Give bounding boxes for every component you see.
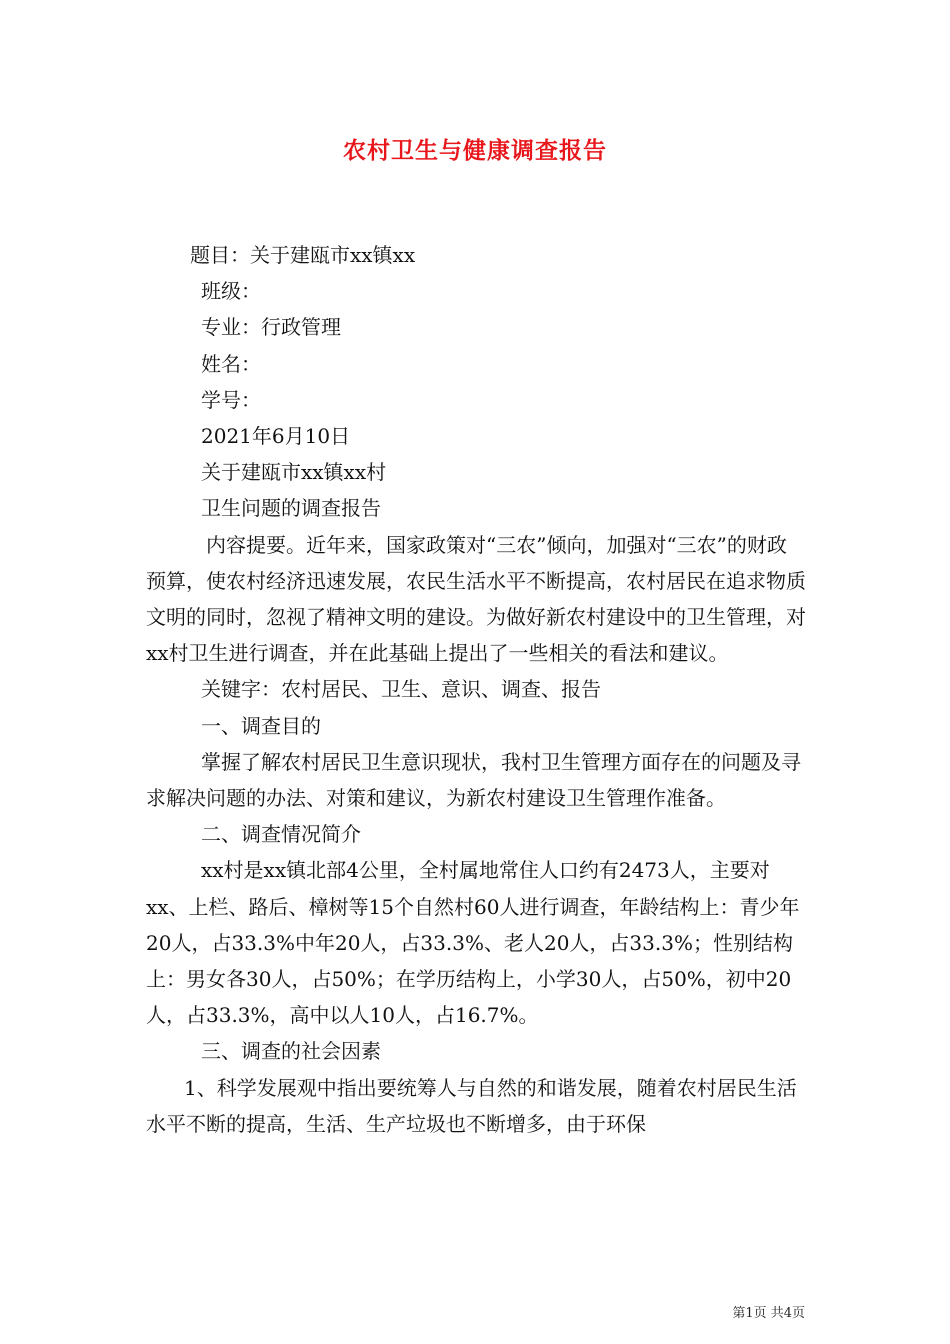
subtitle-line-1: 关于建瓯市xx镇xx村 xyxy=(201,460,387,485)
document-body xyxy=(146,237,806,1142)
subtitle-line-2: 卫生问题的调查报告 xyxy=(201,496,381,521)
keywords-line: 关键字：农村居民、卫生、意识、调查、报告 xyxy=(201,677,601,702)
major-line: 专业：行政管理 xyxy=(201,315,341,340)
abstract-paragraph: 内容提要。近年来，国家政策对“三农”倾向，加强对“三农”的财政预算，使农村经济迅速发展，农民生活水平不断提高，农村居民在追求物质文明的同时，忽视了精神文明的建设。为做好新农村建设中的卫生管理，对xx村卫生进行调查，并在此基础上提出了一些相关的看法和建议。 xyxy=(146,532,806,666)
document-title: 农村卫生与健康调查报告 xyxy=(343,137,607,164)
student-id-line: 学号： xyxy=(201,387,261,412)
section-heading-2: 二、调查情况简介 xyxy=(201,822,361,847)
name-line: 姓名： xyxy=(201,351,261,376)
section-heading-3: 三、调查的社会因素 xyxy=(201,1039,381,1064)
date-line: 2021年6月10日 xyxy=(201,424,351,449)
topic-line: 题目：关于建瓯市xx镇xx xyxy=(190,243,416,267)
section-paragraph-1: 掌握了解农村居民卫生意识现状，我村卫生管理方面存在的问题及寻求解决问题的办法、对策和建议，为新农村建设卫生管理作准备。 xyxy=(146,749,801,811)
section-paragraph-2: xx村是xx镇北部4公里，全村属地常住人口约有2473人，主要对xx、上栏、路后、樟树等15个自然村60人进行调查，年龄结构上：青少年20人，占33.3%中年20人，占33.3%、老人20人，占33.3%；性别结构上：男女各30人，占50%；在学历结构上，小学30人，占50%，初中20人，占33.3%，高中以人10人，占16.7%。 xyxy=(146,858,800,1028)
class-line: 班级： xyxy=(201,279,261,304)
page-number-footer: 第1页 共4页 xyxy=(732,1306,805,1321)
section-heading-1: 一、调查目的 xyxy=(201,713,321,738)
section-paragraph-3: 1、科学发展观中指出要统筹人与自然的和谐发展，随着农村居民生活水平不断的提高，生活、生产垃圾也不断增多，由于环保 xyxy=(146,1075,797,1136)
